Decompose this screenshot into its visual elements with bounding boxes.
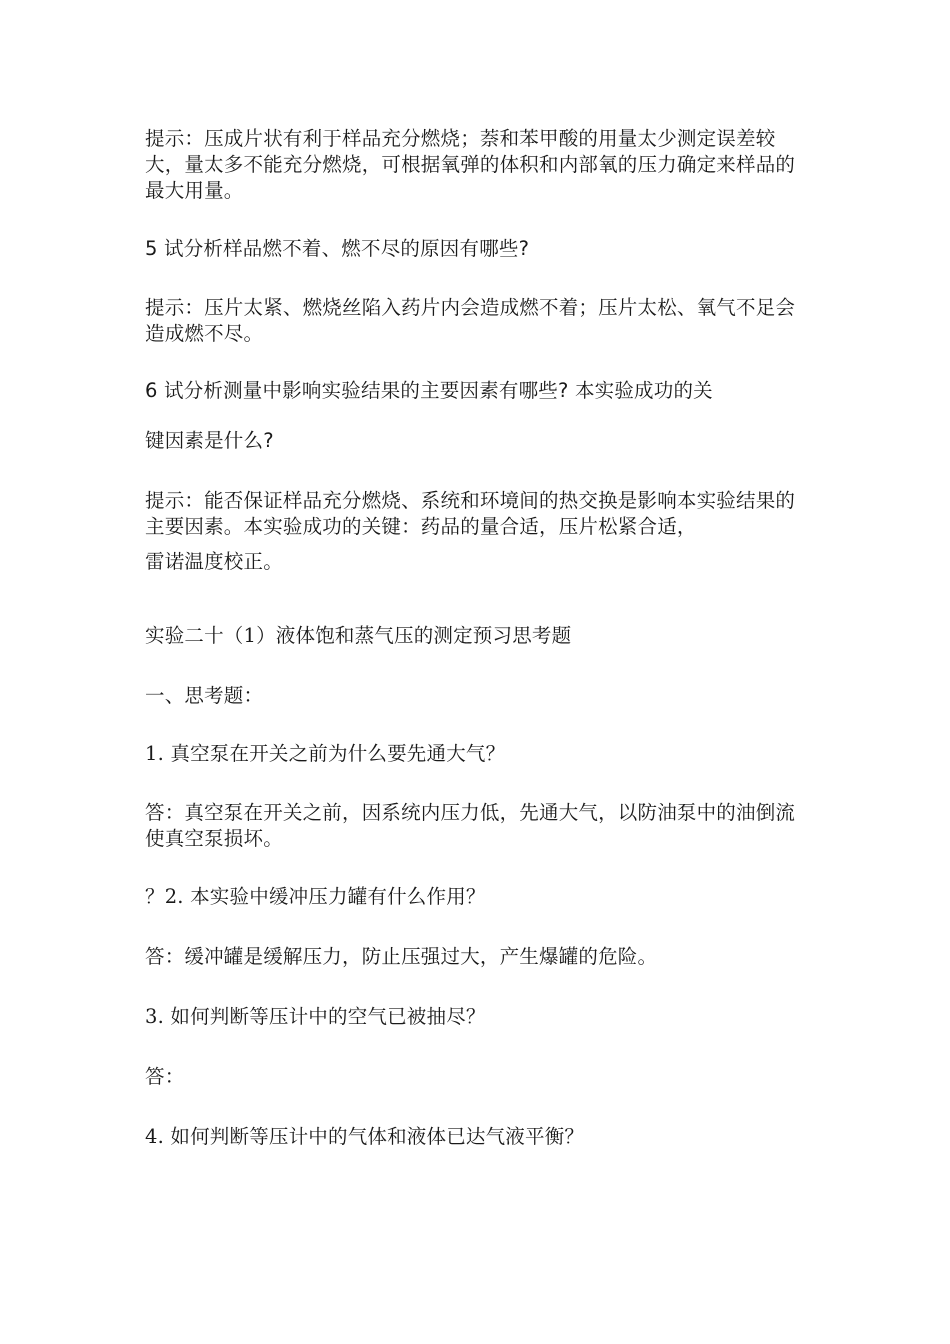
answer-3: 答： — [145, 1065, 185, 1088]
question-5: 5 试分析样品燃不着、燃不尽的原因有哪些? — [145, 237, 530, 260]
experiment-title: 实验二十（1）液体饱和蒸气压的测定预习思考题 — [145, 624, 572, 647]
question-3: 3. 如何判断等压计中的空气已被抽尽？ — [145, 1005, 486, 1028]
question-1: 1. 真空泵在开关之前为什么要先通大气？ — [145, 742, 506, 765]
answer-1: 答：真空泵在开关之前，因系统内压力低，先通大气，以防油泵中的油倒流使真空泵损坏。 — [145, 801, 796, 850]
question-6-line-2: 键因素是什么? — [145, 429, 274, 452]
hint-paragraph-6-end: 雷诺温度校正。 — [145, 550, 283, 573]
question-4: 4. 如何判断等压计中的气体和液体已达气液平衡？ — [145, 1125, 585, 1148]
question-2: ？2. 本实验中缓冲压力罐有什么作用？ — [145, 885, 486, 908]
section-heading: 一、思考题： — [145, 684, 264, 707]
hint-paragraph-5: 提示：压片太紧、燃烧丝陷入药片内会造成燃不着；压片太松、氧气不足会造成燃不尽。 — [145, 296, 796, 345]
hint-paragraph-4: 提示：压成片状有利于样品充分燃烧；萘和苯甲酸的用量太少测定误差较大，量太多不能充分燃烧，可根据氧弹的体积和内部氧的压力确定来样品的最大用量。 — [145, 127, 796, 202]
answer-2: 答：缓冲罐是缓解压力，防止压强过大，产生爆罐的危险。 — [145, 945, 658, 968]
question-6-line-1: 6 试分析测量中影响实验结果的主要因素有哪些? 本实验成功的关 — [145, 379, 713, 402]
hint-paragraph-6: 提示：能否保证样品充分燃烧、系统和环境间的热交换是影响本实验结果的主要因素。本实验成功的关键：药品的量合适，压片松紧合适， — [145, 489, 796, 538]
